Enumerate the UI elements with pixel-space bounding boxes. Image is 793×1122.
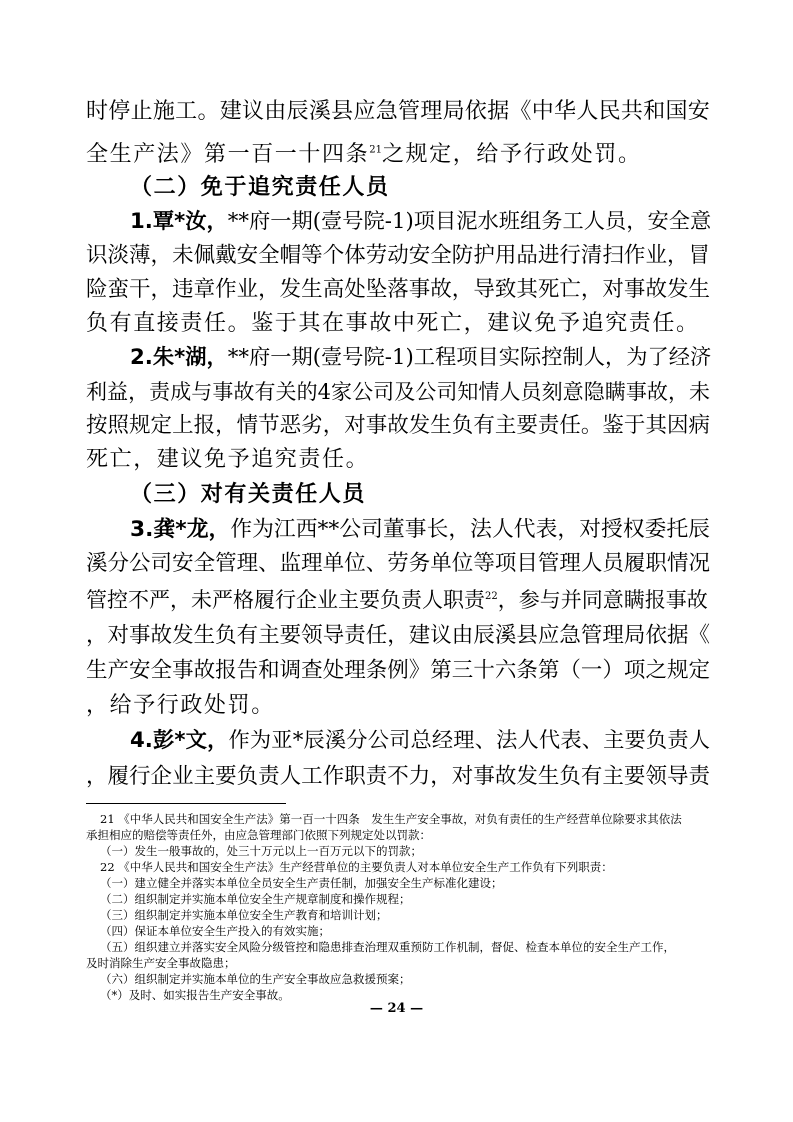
- footnote-line: 承担相应的赔偿等责任外，由应急管理部门依照下列规定处以罚款：: [86, 828, 431, 842]
- body-line: [130, 515, 710, 545]
- body-line: [130, 207, 710, 237]
- text: ，参与并同意瞒报事故: [497, 588, 708, 612]
- text: 时停止施工。建议由辰溪县应急管理局依据《中华人民共和国安: [86, 99, 710, 124]
- body-line: [86, 585, 710, 615]
- body-line: ，对事故发生负有主要领导责任，建议由辰溪县应急管理局依据《: [86, 623, 710, 648]
- footnote-line: （六）组织制定并实施本单位的生产安全事故应急救援预案；: [100, 972, 411, 986]
- body-line: 险蛮干，违章作业，发生高处坠落事故，导致其死亡，对事故发生: [86, 277, 710, 302]
- text: 管控不严，未严格履行企业主要负责人职责: [86, 588, 485, 612]
- text: **府一期(壹号院-1)项目泥水班组务工人员，安全意: [227, 209, 712, 234]
- page-number: — 24 —: [369, 1001, 424, 1016]
- text: 之规定，给予行政处罚。: [381, 142, 642, 167]
- footnote-line: （*）及时、如实报告生产安全事故。: [100, 988, 290, 1002]
- footnote-line: （三）组织制定并实施本单位安全生产教育和培训计划；: [100, 908, 388, 922]
- body-line: [86, 97, 710, 127]
- footnote-line: （四）保证本单位安全生产投入的有效实施；: [100, 924, 330, 938]
- footnote-22: 22 《中华人民共和国安全生产法》生产经营单位的主要负责人对本单位安全生产工作负有下列职责：: [100, 860, 613, 874]
- person-name: 1.覃*汝，: [130, 209, 228, 234]
- body-line: 死亡，建议免予追究责任。: [86, 447, 370, 472]
- section-heading: （二）免于追究责任人员: [130, 175, 390, 200]
- footnote-line: 及时消除生产安全事故隐患；: [86, 956, 236, 970]
- footnote-line: （一）建立健全并落实本单位全员安全生产责任制，加强安全生产标准化建设；: [100, 876, 503, 890]
- footnote-21: 21 《中华人民共和国安全生产法》第一百一十四条 发生生产安全事故，对负有责任的生产经营单位除要求其依法: [100, 812, 682, 826]
- section-heading: （三）对有关责任人员: [130, 482, 367, 507]
- text: **府一期(壹号院-1)工程项目实际控制人，为了经济: [227, 345, 712, 370]
- person-name: 3.龚*龙，: [130, 517, 231, 542]
- footnote-divider: [86, 803, 286, 804]
- body-line: 溪分公司安全管理、监理单位、劳务单位等项目管理人员履职情况: [86, 551, 710, 576]
- body-line: [130, 726, 710, 756]
- text: 作为江西**公司董事长，法人代表，对授权委托辰: [230, 517, 710, 542]
- footnote-ref-21[interactable]: 21: [369, 144, 382, 156]
- body-line: 生产安全事故报告和调查处理条例》第三十六条第（一）项之规定: [86, 658, 710, 683]
- footnote-line: （一）发生一般事故的，处三十万元以上一百万元以下的罚款；: [100, 844, 422, 858]
- body-line: ，给予行政处罚。: [86, 693, 275, 718]
- body-line: ，履行企业主要负责人工作职责不力，对事故发生负有主要领导责: [86, 764, 710, 789]
- footnote-ref-22[interactable]: 22: [485, 591, 498, 602]
- body-line: 按照规定上报，情节恶劣，对事故发生负有主要责任。鉴于其因病: [86, 413, 710, 438]
- text: 全生产法》第一百一十四条: [86, 142, 370, 167]
- body-line: [86, 140, 710, 170]
- body-line: 负有直接责任。鉴于其在事故中死亡，建议免予追究责任。: [86, 311, 700, 336]
- body-line: 识淡薄，未佩戴安全帽等个体劳动安全防护用品进行清扫作业，冒: [86, 243, 710, 268]
- text: 作为亚*辰溪分公司总经理、法人代表、主要负责人: [228, 728, 710, 753]
- person-name: 4.彭*文，: [130, 728, 229, 753]
- footnote-line: （五）组织建立并落实安全风险分级管控和隐患排查治理双重预防工作机制，督促、检查本单位的安全生产工作，: [100, 940, 675, 954]
- body-line: [130, 343, 710, 373]
- footnote-line: （二）组织制定并实施本单位安全生产规章制度和操作规程；: [100, 892, 411, 906]
- person-name: 2.朱*湖，: [130, 345, 228, 370]
- body-line: 利益，责成与事故有关的4家公司及公司知情人员刻意隐瞒事故，未: [86, 380, 710, 404]
